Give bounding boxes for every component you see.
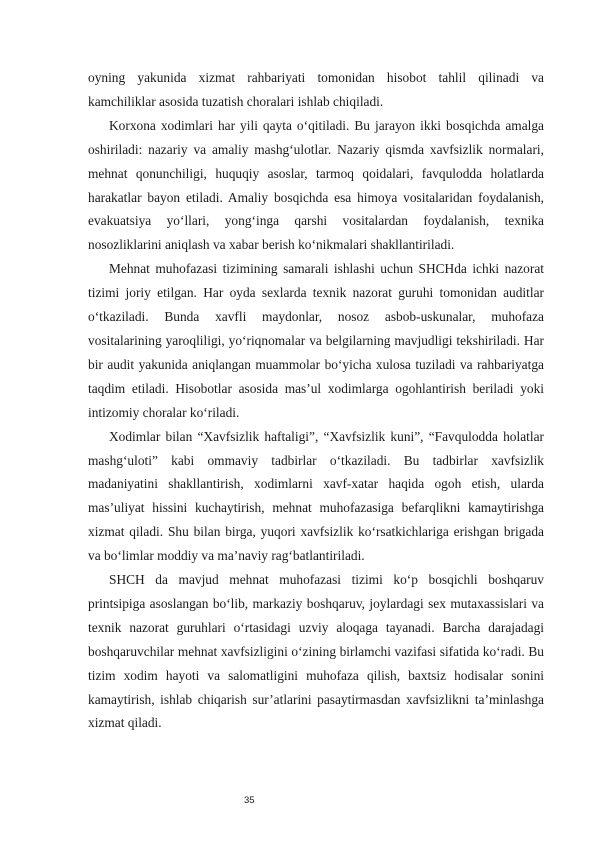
paragraph-management-system: SHCH da mavjud mehnat muhofazasi tizimi ko‘p bosqichli boshqaruv printsipiga asoslangan bo‘lib, markaziy boshqaruv, joylardagi sex mutaxassislari va texnik nazorat guruhlari o‘rtasidagi uzviy aloqaga tayanadi. Barcha darajadagi boshqaruvchilar mehnat xavfsizligini o‘zining birlamchi vazifasi sifatida ko‘radi. Bu tizim xodim hayoti va salomatligini muhofaza qilish, baxtsiz hodisalar sonini kamaytirish, ishlab chiqarish sur’atlarini pasaytirmasdan xavfsizlikni ta’minlashga xizmat qiladi. [88, 572, 544, 731]
page-number: 35 [244, 795, 255, 806]
paragraph-continuation: oyning yakunida xizmat rahbariyati tomonidan hisobot tahlil qilinadi va kamchiliklar asosida tuzatish choralari ishlab chiqiladi. [88, 70, 544, 109]
document-body [88, 66, 544, 735]
paragraph-internal-control: Mehnat muhofazasi tizimining samarali ishlashi uchun SHCHda ichki nazorat tizimi joriy etilgan. Har oyda sexlarda texnik nazorat guruhi tomonidan auditlar o‘tkaziladi. Bunda xavfli maydonlar, nosoz asbob-uskunalar, muhofaza vositalarining yaroqliligi, yo‘riqnomalar va belgilarning mavjudligi tekshiriladi. Har bir audit yakunida aniqlangan muammolar bo‘yicha xulosa tuziladi va rahbariyatga taqdim etiladi. Hisobotlar asosida mas’ul xodimlarga ogohlantirish beriladi yoki intizomiy choralar ko‘riladi. [88, 261, 544, 420]
paragraph-retraining: Korxona xodimlari har yili qayta o‘qitiladi. Bu jarayon ikki bosqichda amalga oshiriladi: nazariy va amaliy mashg‘ulotlar. Nazariy qismda xavfsizlik normalari, mehnat qonunchiligi, huquqiy asoslar, tarmoq qoidalari, favqulodda holatlarda harakatlar bayon etiladi. Amaliy bosqichda esa himoya vositalaridan foydalanish, evakuatsiya yo‘llari, yong‘inga qarshi vositalardan foydalanish, texnika nosozliklarini aniqlash va xabar berish ko‘nikmalari shakllantiriladi. [88, 117, 544, 253]
paragraph-safety-events: Xodimlar bilan “Xavfsizlik haftaligi”, “Xavfsizlik kuni”, “Favqulodda holatlar mashg‘uloti” kabi ommaviy tadbirlar o‘tkaziladi. Bu tadbirlar xavfsizlik madaniyatini shakllantirish, xodimlarni xavf-xatar haqida ogoh etish, ularda mas’uliyat hissini kuchaytirish, mehnat muhofazasiga befarqlikni kamaytirishga xizmat qiladi. Shu bilan birga, yuqori xavfsizlik ko‘rsatkichlariga erishgan brigada va bo‘limlar moddiy va ma’naviy rag‘batlantiriladi. [88, 428, 544, 564]
